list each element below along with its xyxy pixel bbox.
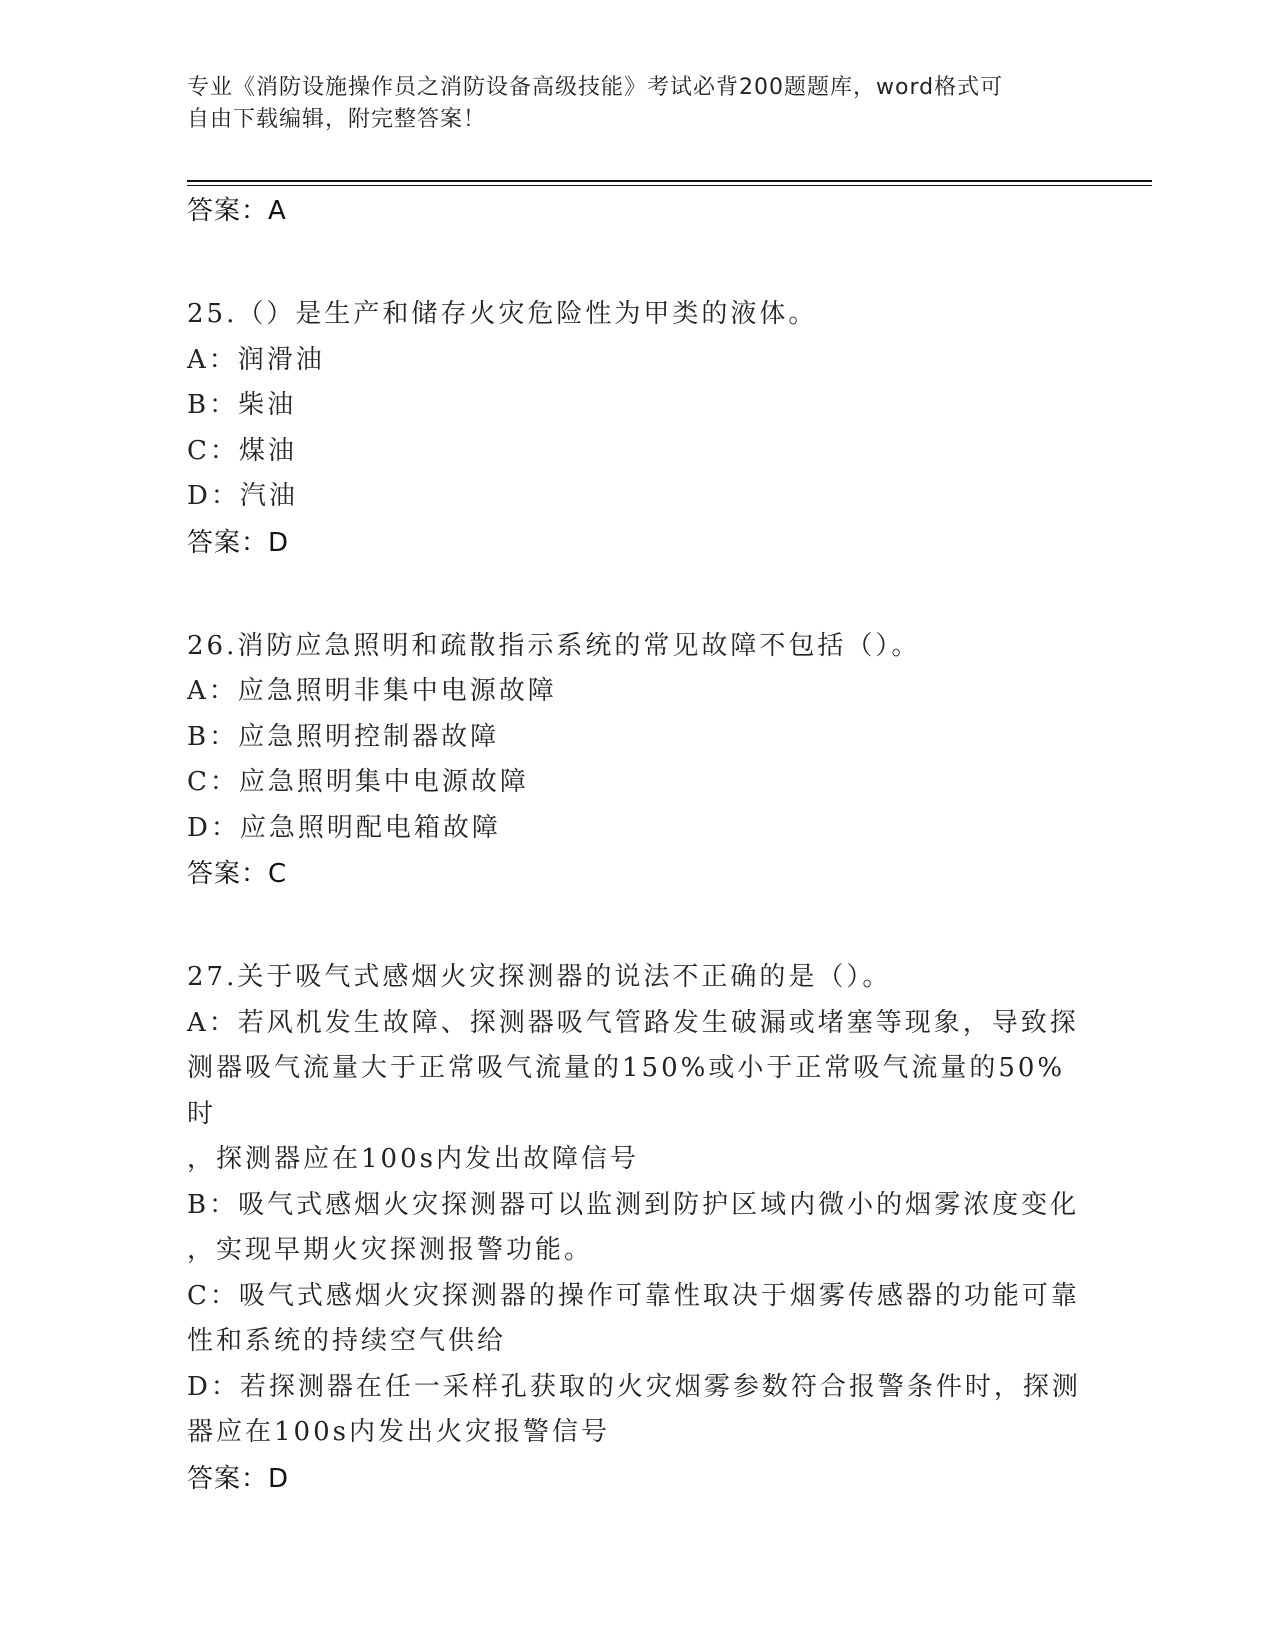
option-a-line-1: A：若风机发生故障、探测器吸气管路发生破漏或堵塞等现象，导致探: [187, 1007, 1079, 1038]
option-c-line-2: 性和系统的持续空气供给: [187, 1326, 507, 1356]
option-c: C：应急照明集中电源故障: [187, 767, 529, 797]
question-item: [187, 292, 1087, 572]
option-d-line-2: 器应在100s内发出火灾报警信号: [187, 1417, 610, 1447]
question-item: [187, 624, 1087, 904]
question-text: 25.（）是生产和储存火灾危险性为甲类的液体。: [187, 299, 818, 329]
answer-label: 答案：D: [187, 1463, 290, 1494]
header-divider: [187, 180, 1152, 182]
question-text: 27.关于吸气式感烟火灾探测器的说法不正确的是（）。: [187, 962, 892, 992]
answer-label: 答案：D: [187, 527, 290, 558]
question-list: [187, 188, 1087, 1508]
option-b-line-2: ，实现早期火灾探测报警功能。: [187, 1235, 594, 1265]
option-d-line-1: D：若探测器在任一采样孔获取的火灾烟雾参数符合报警条件时，探测: [187, 1371, 1081, 1402]
option-c-line-1: C：吸气式感烟火灾探测器的操作可靠性取决于烟雾传感器的功能可靠: [187, 1280, 1080, 1311]
question-text: 26.消防应急照明和疏散指示系统的常见故障不包括（）。: [187, 630, 921, 661]
option-b-line-1: B：吸气式感烟火灾探测器可以监测到防护区域内微小的烟雾浓度变化: [187, 1189, 1080, 1220]
spacer: [187, 240, 1087, 292]
option-a-line-3: ，探测器应在100s内发出故障信号: [187, 1144, 639, 1174]
option-b: B：应急照明控制器故障: [187, 721, 500, 752]
header-divider-thin: [187, 185, 1152, 186]
option-a: A：润滑油: [187, 344, 325, 375]
header-line-2: 自由下载编辑，附完整答案！: [187, 107, 487, 132]
answer-label: 答案：C: [187, 859, 288, 889]
answer-label: 答案：A: [187, 196, 287, 226]
option-a-line-2: 测器吸气流量大于正常吸气流量的150%或小于正常吸气流量的50%时: [187, 1053, 1066, 1129]
question-item: [187, 955, 1087, 1508]
document-header: [187, 72, 1087, 136]
option-d: D：汽油: [187, 481, 298, 511]
option-d: D：应急照明配电箱故障: [187, 812, 501, 843]
option-c: C：煤油: [187, 435, 297, 466]
option-a: A：应急照明非集中电源故障: [187, 676, 557, 706]
spacer: [187, 903, 1087, 955]
header-line-1: 专业《消防设施操作员之消防设备高级技能》考试必背200题题库，word格式可: [187, 75, 1004, 100]
spacer: [187, 572, 1087, 624]
option-b: B：柴油: [187, 390, 297, 420]
